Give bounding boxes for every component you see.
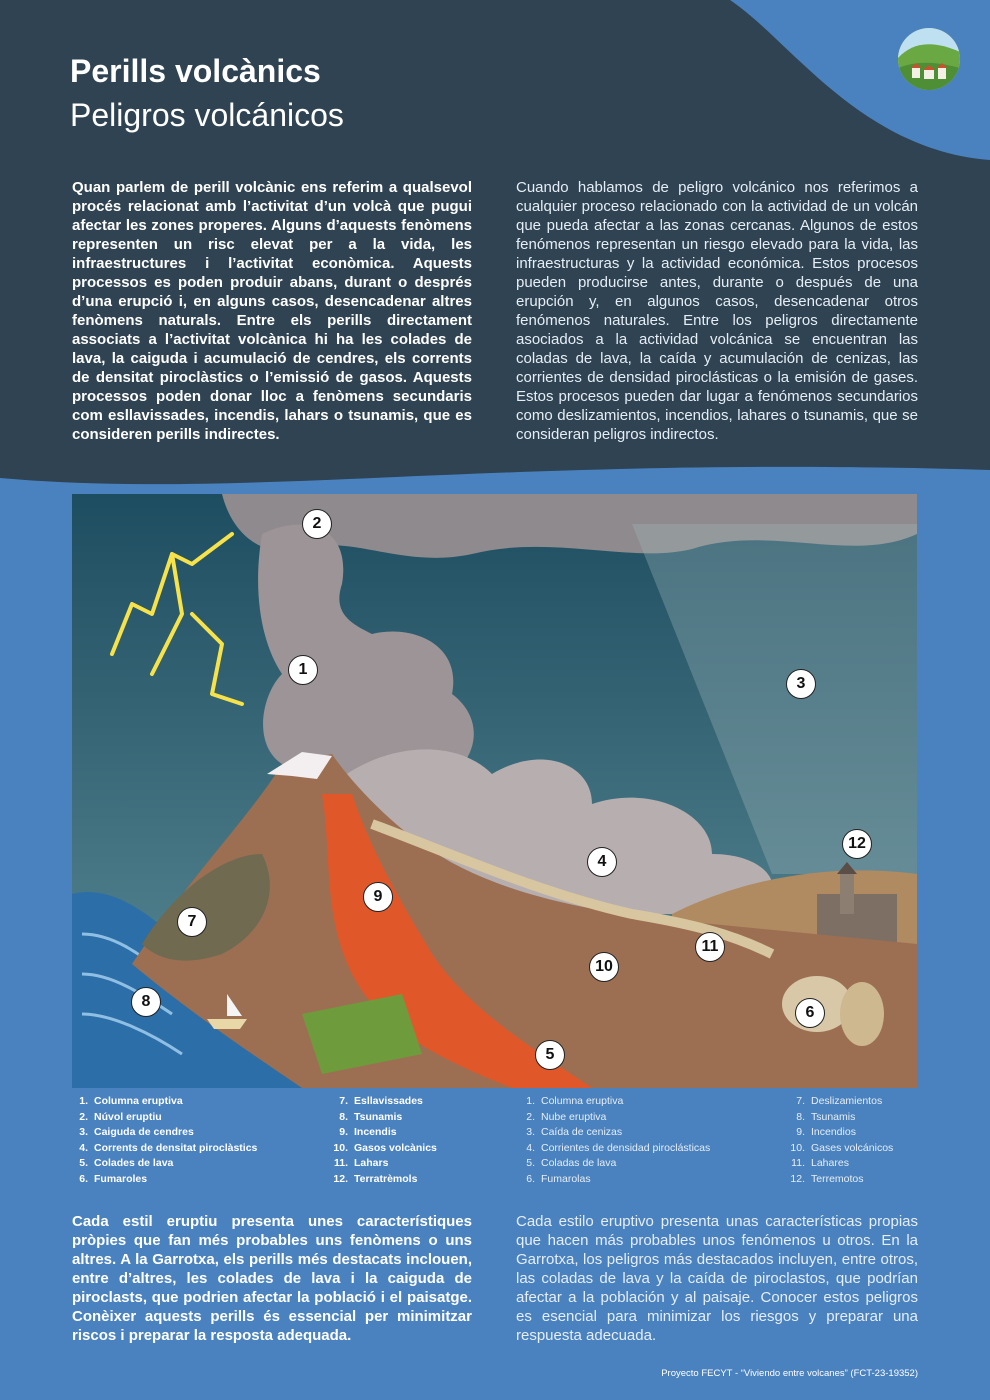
legend-item: 12. Terremotos bbox=[790, 1172, 864, 1185]
legend-item: 3. Caída de cenizas bbox=[526, 1126, 623, 1139]
marker-7: 7 bbox=[177, 907, 207, 937]
marker-10: 10 bbox=[589, 952, 619, 982]
volcanic-hazards-illustration bbox=[72, 494, 917, 1088]
title-catalan: Perills volcànics bbox=[70, 53, 321, 89]
marker-1: 1 bbox=[288, 655, 318, 685]
legend-spanish-col2 bbox=[775, 1094, 893, 1188]
legend-item: 5. Coladas de lava bbox=[526, 1157, 617, 1170]
legend-item: 4. Corrents de densitat piroclàstics bbox=[79, 1141, 258, 1154]
legend-item: 7. Esllavissades bbox=[339, 1095, 423, 1107]
closing-paragraph-catalan: Cada estil eruptiu presenta unes característiques pròpies que fan més probables uns fenòmens o uns altres. A la Garrotxa, els perills més destacats inclouen, entre d’altres, les colades de lava i la caiguda de piroclasts, que podrien afectar la població i el paisatge. Conèixer aquests perills és essencial per minimitzar riscos i preparar la resposta adequada. bbox=[72, 1213, 472, 1344]
marker-6: 6 bbox=[795, 998, 825, 1028]
legend-item: 1. Columna eruptiva bbox=[79, 1095, 183, 1107]
legend-item: 11. Lahares bbox=[791, 1157, 849, 1170]
legend-item: 7. Deslizamientos bbox=[796, 1095, 883, 1107]
legend-item: 6. Fumaroles bbox=[79, 1172, 148, 1185]
legend-item: 2. Núvol eruptiu bbox=[79, 1110, 162, 1123]
legend-item: 5. Colades de lava bbox=[79, 1157, 174, 1170]
footer-credit: Proyecto FECYT - “Viviendo entre volcanes” (FCT-23-19352) bbox=[661, 1368, 918, 1379]
legend-item: 2. Nube eruptiva bbox=[526, 1110, 607, 1123]
legend-item: 3. Caiguda de cendres bbox=[79, 1126, 194, 1139]
legend-item: 9. Incendios bbox=[796, 1126, 856, 1139]
closing-paragraph-spanish: Cada estilo eruptivo presenta unas características propias que hacen más probables unos fenómenos u otros. En la Garrotxa, los peligros más destacados incluyen, entre otros, las coladas de lava y la caída de piroclastos, que podrían afectar a la población y al paisaje. Conocer estos peligros es esencial para minimizar los riesgos y preparar una respuesta adecuada. bbox=[516, 1213, 918, 1344]
legend-item: 11. Lahars bbox=[333, 1157, 389, 1170]
legend-item: 4. Corrientes de densidad piroclásticas bbox=[526, 1141, 711, 1154]
marker-9: 9 bbox=[363, 882, 393, 912]
intro-paragraph-catalan: Quan parlem de perill volcànic ens referim a qualsevol procés relacionat amb l’activitat d’un volcà que pugui afectar les zones properes. Alguns d’aquests fenòmens representen un risc elevat per a la vida, les infraestructures i l’activitat econòmica. Aquests processos es poden produir abans, durant o després d’una erupció i, en alguns casos, desencadenar altres fenòmens naturals. Entre els perills directament associats a l’activitat volcànica hi ha les colades de lava, la caiguda i acumulació de cendres, els corrents de densitat piroclàstics o l’emissió de gasos. Aquests processos poden donar lloc a fenòmens secundaris com esllavissades, incendis, lahars o tsunamis, que es consideren perills indirectes. bbox=[72, 179, 472, 443]
legend-item: 10. Gasos volcànics bbox=[333, 1141, 437, 1154]
legend-spanish-col1 bbox=[505, 1094, 710, 1188]
marker-2: 2 bbox=[302, 509, 332, 539]
title-spanish: Peligros volcánicos bbox=[70, 97, 344, 133]
legend-item: 10. Gases volcánicos bbox=[790, 1141, 894, 1154]
legend-item: 8. Tsunamis bbox=[339, 1110, 403, 1123]
marker-4: 4 bbox=[587, 847, 617, 877]
intro-paragraph-spanish: Cuando hablamos de peligro volcánico nos referimos a cualquier proceso relacionado con la actividad de un volcán que pueda afectar a las zonas cercanas. Algunos de estos fenómenos representan un riesgo elevado para la vida, las infraestructuras y la actividad económica. Estos procesos pueden producirse antes, durante o después de una erupción y, en algunos casos, desencadenar otros fenómenos naturales. Entre los peligros directamente asociados a la actividad volcánica se encuentran las coladas de lava, la caída y acumulación de cenizas, las corrientes de densidad piroclásticas o la emisión de gases. Estos procesos pueden dar lugar a fenómenos secundarios como deslizamientos, incendios, lahares o tsunamis, que se consideran peligros indirectos. bbox=[516, 179, 918, 443]
garrotxa-logo bbox=[898, 28, 960, 90]
marker-11: 11 bbox=[695, 932, 725, 962]
marker-8: 8 bbox=[131, 987, 161, 1017]
legend-item: 12. Terratrèmols bbox=[333, 1172, 418, 1185]
marker-12: 12 bbox=[842, 829, 872, 859]
legend-item: 1. Columna eruptiva bbox=[526, 1095, 624, 1107]
legend-item: 9. Incendis bbox=[339, 1126, 397, 1139]
legend-item: 8. Tsunamis bbox=[796, 1110, 856, 1123]
legend-catalan-col2 bbox=[318, 1094, 437, 1188]
marker-3: 3 bbox=[786, 669, 816, 699]
legend-catalan-col1 bbox=[58, 1094, 257, 1188]
marker-5: 5 bbox=[535, 1040, 565, 1070]
legend-item: 6. Fumarolas bbox=[526, 1172, 591, 1185]
